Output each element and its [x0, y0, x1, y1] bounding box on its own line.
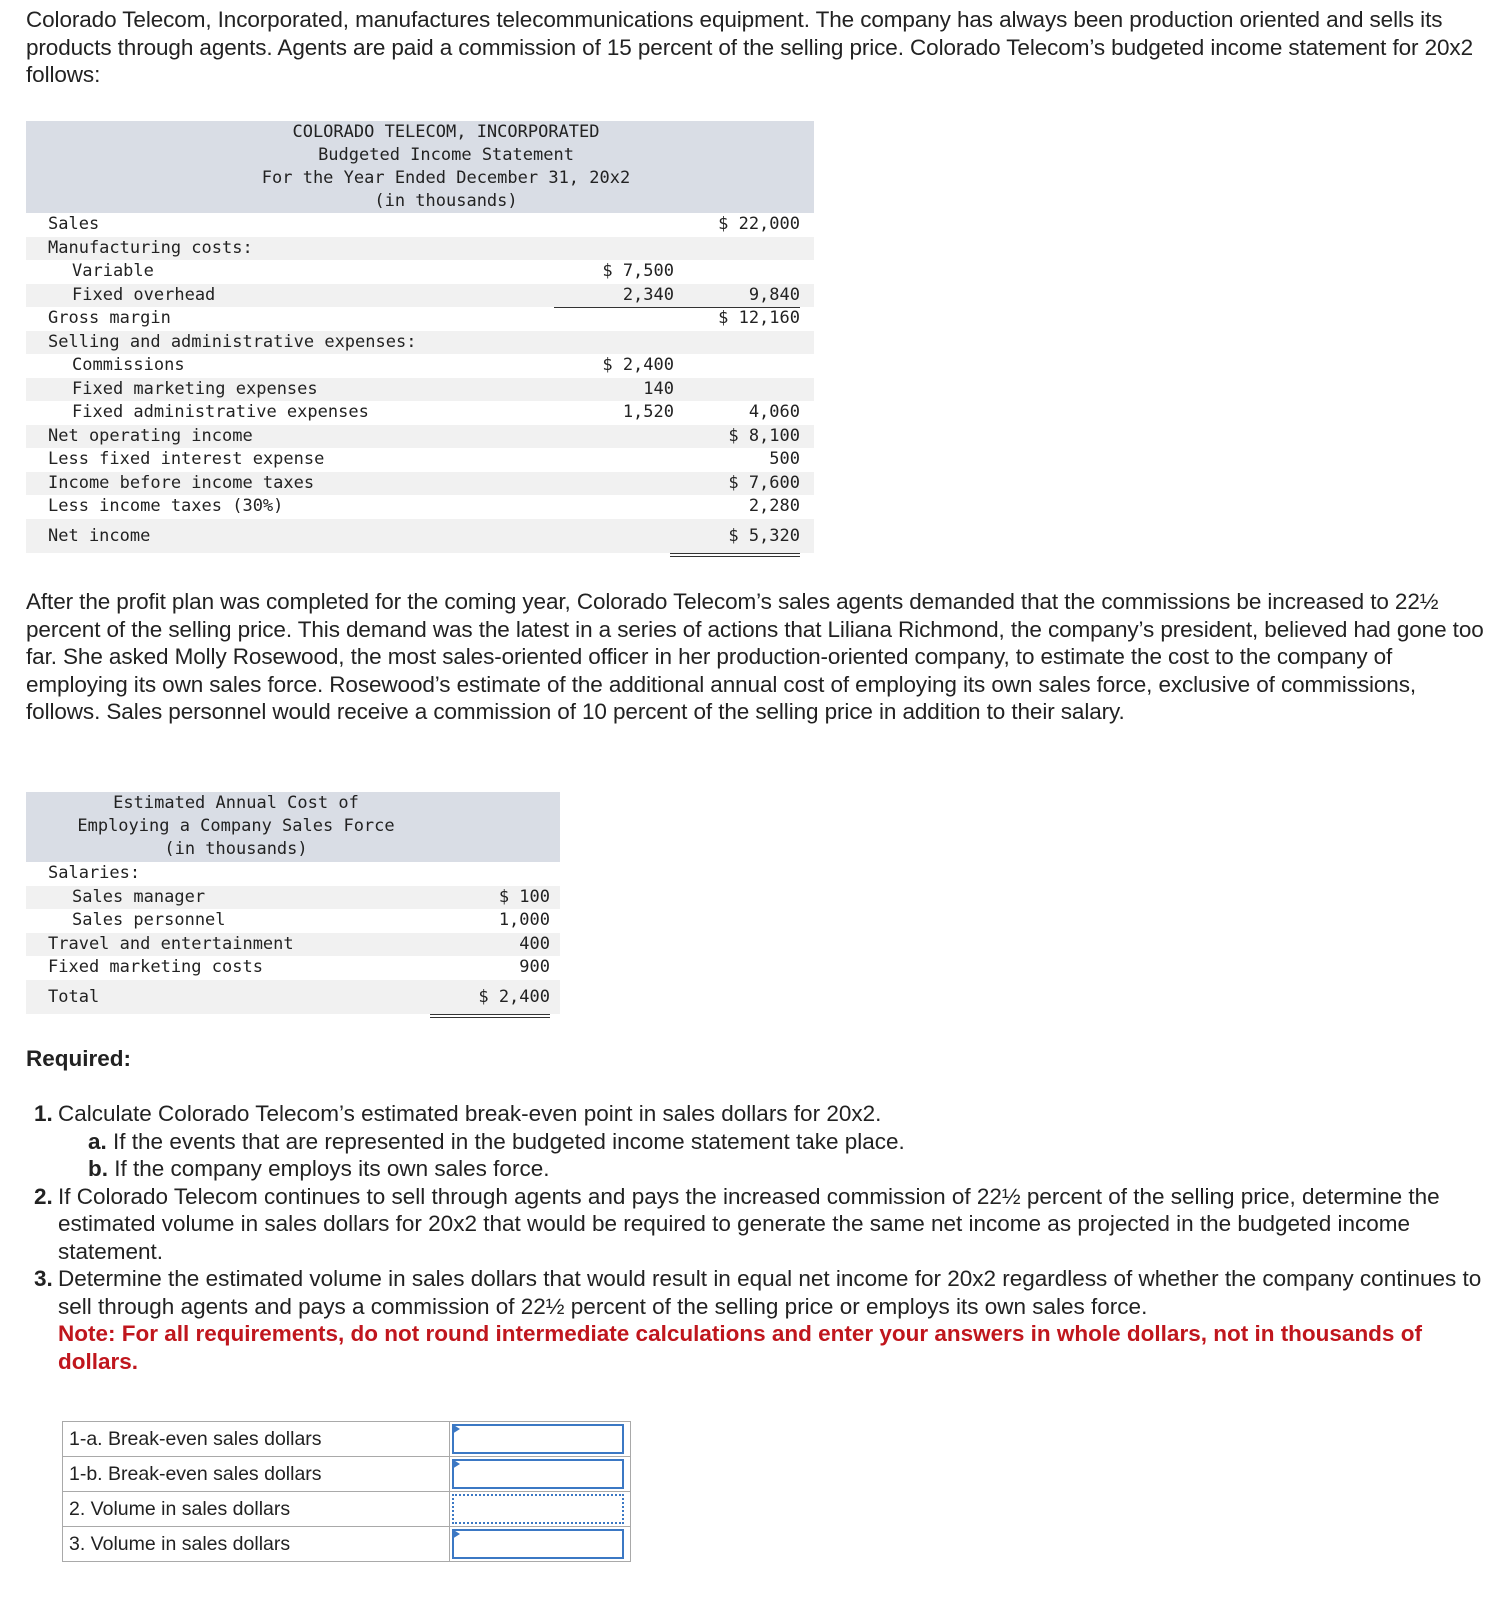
sales-force-cost-table — [26, 792, 560, 1014]
statement-row-label: Fixed overhead — [72, 284, 216, 305]
statement-row-subtotal: $ 7,500 — [602, 261, 674, 281]
answer-flag-icon — [452, 1424, 460, 1434]
statement-row-subtotal: 140 — [643, 378, 674, 399]
statement-title-name: Budgeted Income Statement — [318, 145, 574, 165]
answer-flag-icon — [452, 1459, 460, 1469]
cost-row-label: Sales personnel — [72, 910, 226, 930]
requirements-list — [26, 1100, 1486, 1375]
statement-row-total: 2,280 — [670, 495, 800, 520]
required-heading: Required: — [26, 1046, 132, 1071]
cost-row-label: Total — [48, 986, 100, 1007]
cost-row — [26, 956, 560, 980]
statement-row — [26, 519, 814, 553]
answer-input[interactable] — [452, 1424, 624, 1454]
rounding-note: Note: For all requirements, do not round intermediate calculations and enter your answers in whole dollars, not in thousands of dollars. — [58, 1321, 1422, 1374]
answer-input[interactable] — [452, 1494, 624, 1524]
cost-row-amount: $ 2,400 — [430, 980, 550, 1018]
statement-row-label: Fixed administrative expenses — [72, 402, 369, 422]
cost-row-label: Sales manager — [72, 886, 206, 907]
requirement-1-text: Calculate Colorado Telecom’s estimated break-even point in sales dollars for 20x2. — [58, 1101, 882, 1126]
statement-row-label: Less income taxes (30%) — [48, 496, 284, 516]
requirement-2-text: If Colorado Telecom continues to sell through agents and pays the increased commission of 22½ percent of the selling price, determine the estimated volume in sales dollars for 20x2 that would be required to generate the same net income as projected in the budgeted income statement. — [58, 1183, 1440, 1264]
budgeted-income-statement — [26, 121, 814, 553]
statement-row — [26, 448, 814, 472]
statement-row-total: 500 — [670, 448, 800, 473]
answer-table — [62, 1421, 631, 1562]
statement-row — [26, 354, 814, 378]
statement-row-label: Commissions — [72, 355, 185, 375]
statement-row — [26, 284, 814, 308]
statement-row — [26, 307, 814, 331]
cost-row-label: Fixed marketing costs — [48, 957, 263, 977]
cost-row-amount: 900 — [430, 956, 550, 981]
statement-row-subtotal: 1,520 — [554, 401, 674, 426]
cost-row-amount: $ 100 — [498, 886, 550, 907]
answer-row — [63, 1492, 631, 1527]
cost-row-amount: 400 — [519, 933, 550, 954]
statement-row — [26, 425, 814, 449]
statement-row — [26, 495, 814, 519]
statement-row-label: Manufacturing costs: — [48, 237, 253, 258]
cost-row-label: Travel and entertainment — [48, 933, 294, 954]
requirement-1b — [26, 1155, 1486, 1183]
answer-row — [63, 1422, 631, 1457]
cost-title-line2: Employing a Company Sales Force — [77, 816, 395, 836]
answer-flag-icon — [452, 1529, 460, 1539]
statement-row-total: 9,840 — [670, 284, 800, 309]
statement-row — [26, 213, 814, 237]
statement-title-units: (in thousands) — [374, 191, 518, 211]
requirement-1a — [26, 1128, 1486, 1156]
statement-row-total: $ 8,100 — [728, 425, 800, 446]
answer-label: 1-a. Break-even sales dollars — [63, 1422, 450, 1457]
cost-row — [26, 886, 560, 910]
cost-title-units: (in thousands) — [164, 839, 308, 859]
answer-input[interactable] — [452, 1529, 624, 1559]
cost-row-amount: 1,000 — [498, 910, 550, 930]
statement-row-subtotal: 2,340 — [554, 284, 674, 309]
requirement-1a-text: If the events that are represented in the budgeted income statement take place. — [113, 1128, 905, 1154]
statement-row-label: Variable — [72, 261, 154, 281]
statement-row-subtotal: $ 2,400 — [602, 355, 674, 375]
cost-row — [26, 980, 560, 1014]
statement-row-label: Selling and administrative expenses: — [48, 331, 417, 352]
statement-header — [26, 121, 814, 213]
intro-paragraph: Colorado Telecom, Incorporated, manufactures telecommunications equipment. The company has always been production oriented and sells its products through agents. Agents are paid a commission of 15 percent of the selling price. Colorado Telecom’s budgeted income statement for 20x2 follows: — [26, 7, 1473, 87]
answer-label: 1-b. Break-even sales dollars — [63, 1457, 450, 1492]
statement-row-total: $ 22,000 — [718, 214, 800, 234]
statement-row-label: Income before income taxes — [48, 472, 315, 493]
requirement-2 — [26, 1183, 1486, 1266]
cost-row — [26, 909, 560, 933]
answer-cell — [450, 1527, 631, 1562]
middle-paragraph: After the profit plan was completed for the coming year, Colorado Telecom’s sales agents demanded that the commissions be increased to 22½ percent of the selling price. This demand was the latest in a series of actions that Liliana Richmond, the company’s president, believed had gone too far. She asked Molly Rosewood, the most sales-oriented officer in her production-oriented company, to estimate the cost to the company of employing its own sales force. Rosewood’s estimate of the additional annual cost of employing its own sales force, exclusive of commissions, follows. Sales personnel would receive a commission of 10 percent of the selling price in addition to their salary. — [26, 589, 1484, 724]
answer-cell — [450, 1422, 631, 1457]
statement-row-total: $ 7,600 — [728, 472, 800, 493]
answer-row — [63, 1527, 631, 1562]
answer-cell — [450, 1457, 631, 1492]
cost-title-line1: Estimated Annual Cost of — [113, 793, 359, 813]
cost-row — [26, 933, 560, 957]
statement-row-label: Net operating income — [48, 425, 253, 446]
answer-label: 2. Volume in sales dollars — [63, 1492, 450, 1527]
requirement-1a-letter: a. — [88, 1128, 107, 1154]
statement-row — [26, 237, 814, 261]
requirement-3-number: 3. — [34, 1266, 53, 1291]
statement-row — [26, 331, 814, 355]
requirement-3-text: Determine the estimated volume in sales dollars that would result in equal net income for 20x2 regardless of whether the company continues to sell through agents and pays a commission of 22½ percent of the selling price or employs its own sales force. — [58, 1266, 1482, 1319]
requirement-2-number: 2. — [34, 1183, 53, 1209]
statement-row-label: Less fixed interest expense — [48, 449, 325, 469]
statement-row-label: Fixed marketing expenses — [72, 378, 318, 399]
statement-row-label: Net income — [48, 525, 151, 546]
requirement-1-number: 1. — [34, 1101, 53, 1126]
requirement-1b-text: If the company employs its own sales force. — [114, 1156, 550, 1181]
statement-row-label: Gross margin — [48, 308, 171, 328]
cost-header — [26, 792, 560, 862]
answer-input[interactable] — [452, 1459, 624, 1489]
statement-row-label: Sales — [48, 214, 100, 234]
cost-row-label: Salaries: — [48, 863, 141, 883]
statement-title-company: COLORADO TELECOM, INCORPORATED — [292, 122, 600, 142]
statement-row-total: 4,060 — [748, 402, 800, 422]
statement-title-period: For the Year Ended December 31, 20x2 — [261, 168, 631, 188]
statement-row — [26, 472, 814, 496]
requirement-1b-letter: b. — [88, 1156, 108, 1181]
cost-row — [26, 862, 560, 886]
answer-label: 3. Volume in sales dollars — [63, 1527, 450, 1562]
answer-row — [63, 1457, 631, 1492]
statement-row — [26, 260, 814, 284]
answer-cell — [450, 1492, 631, 1527]
statement-row — [26, 401, 814, 425]
requirement-1 — [26, 1100, 1486, 1128]
statement-row — [26, 378, 814, 402]
requirement-3 — [26, 1265, 1486, 1320]
statement-row-total: $ 5,320 — [670, 519, 800, 557]
statement-row-total: $ 12,160 — [718, 308, 800, 328]
